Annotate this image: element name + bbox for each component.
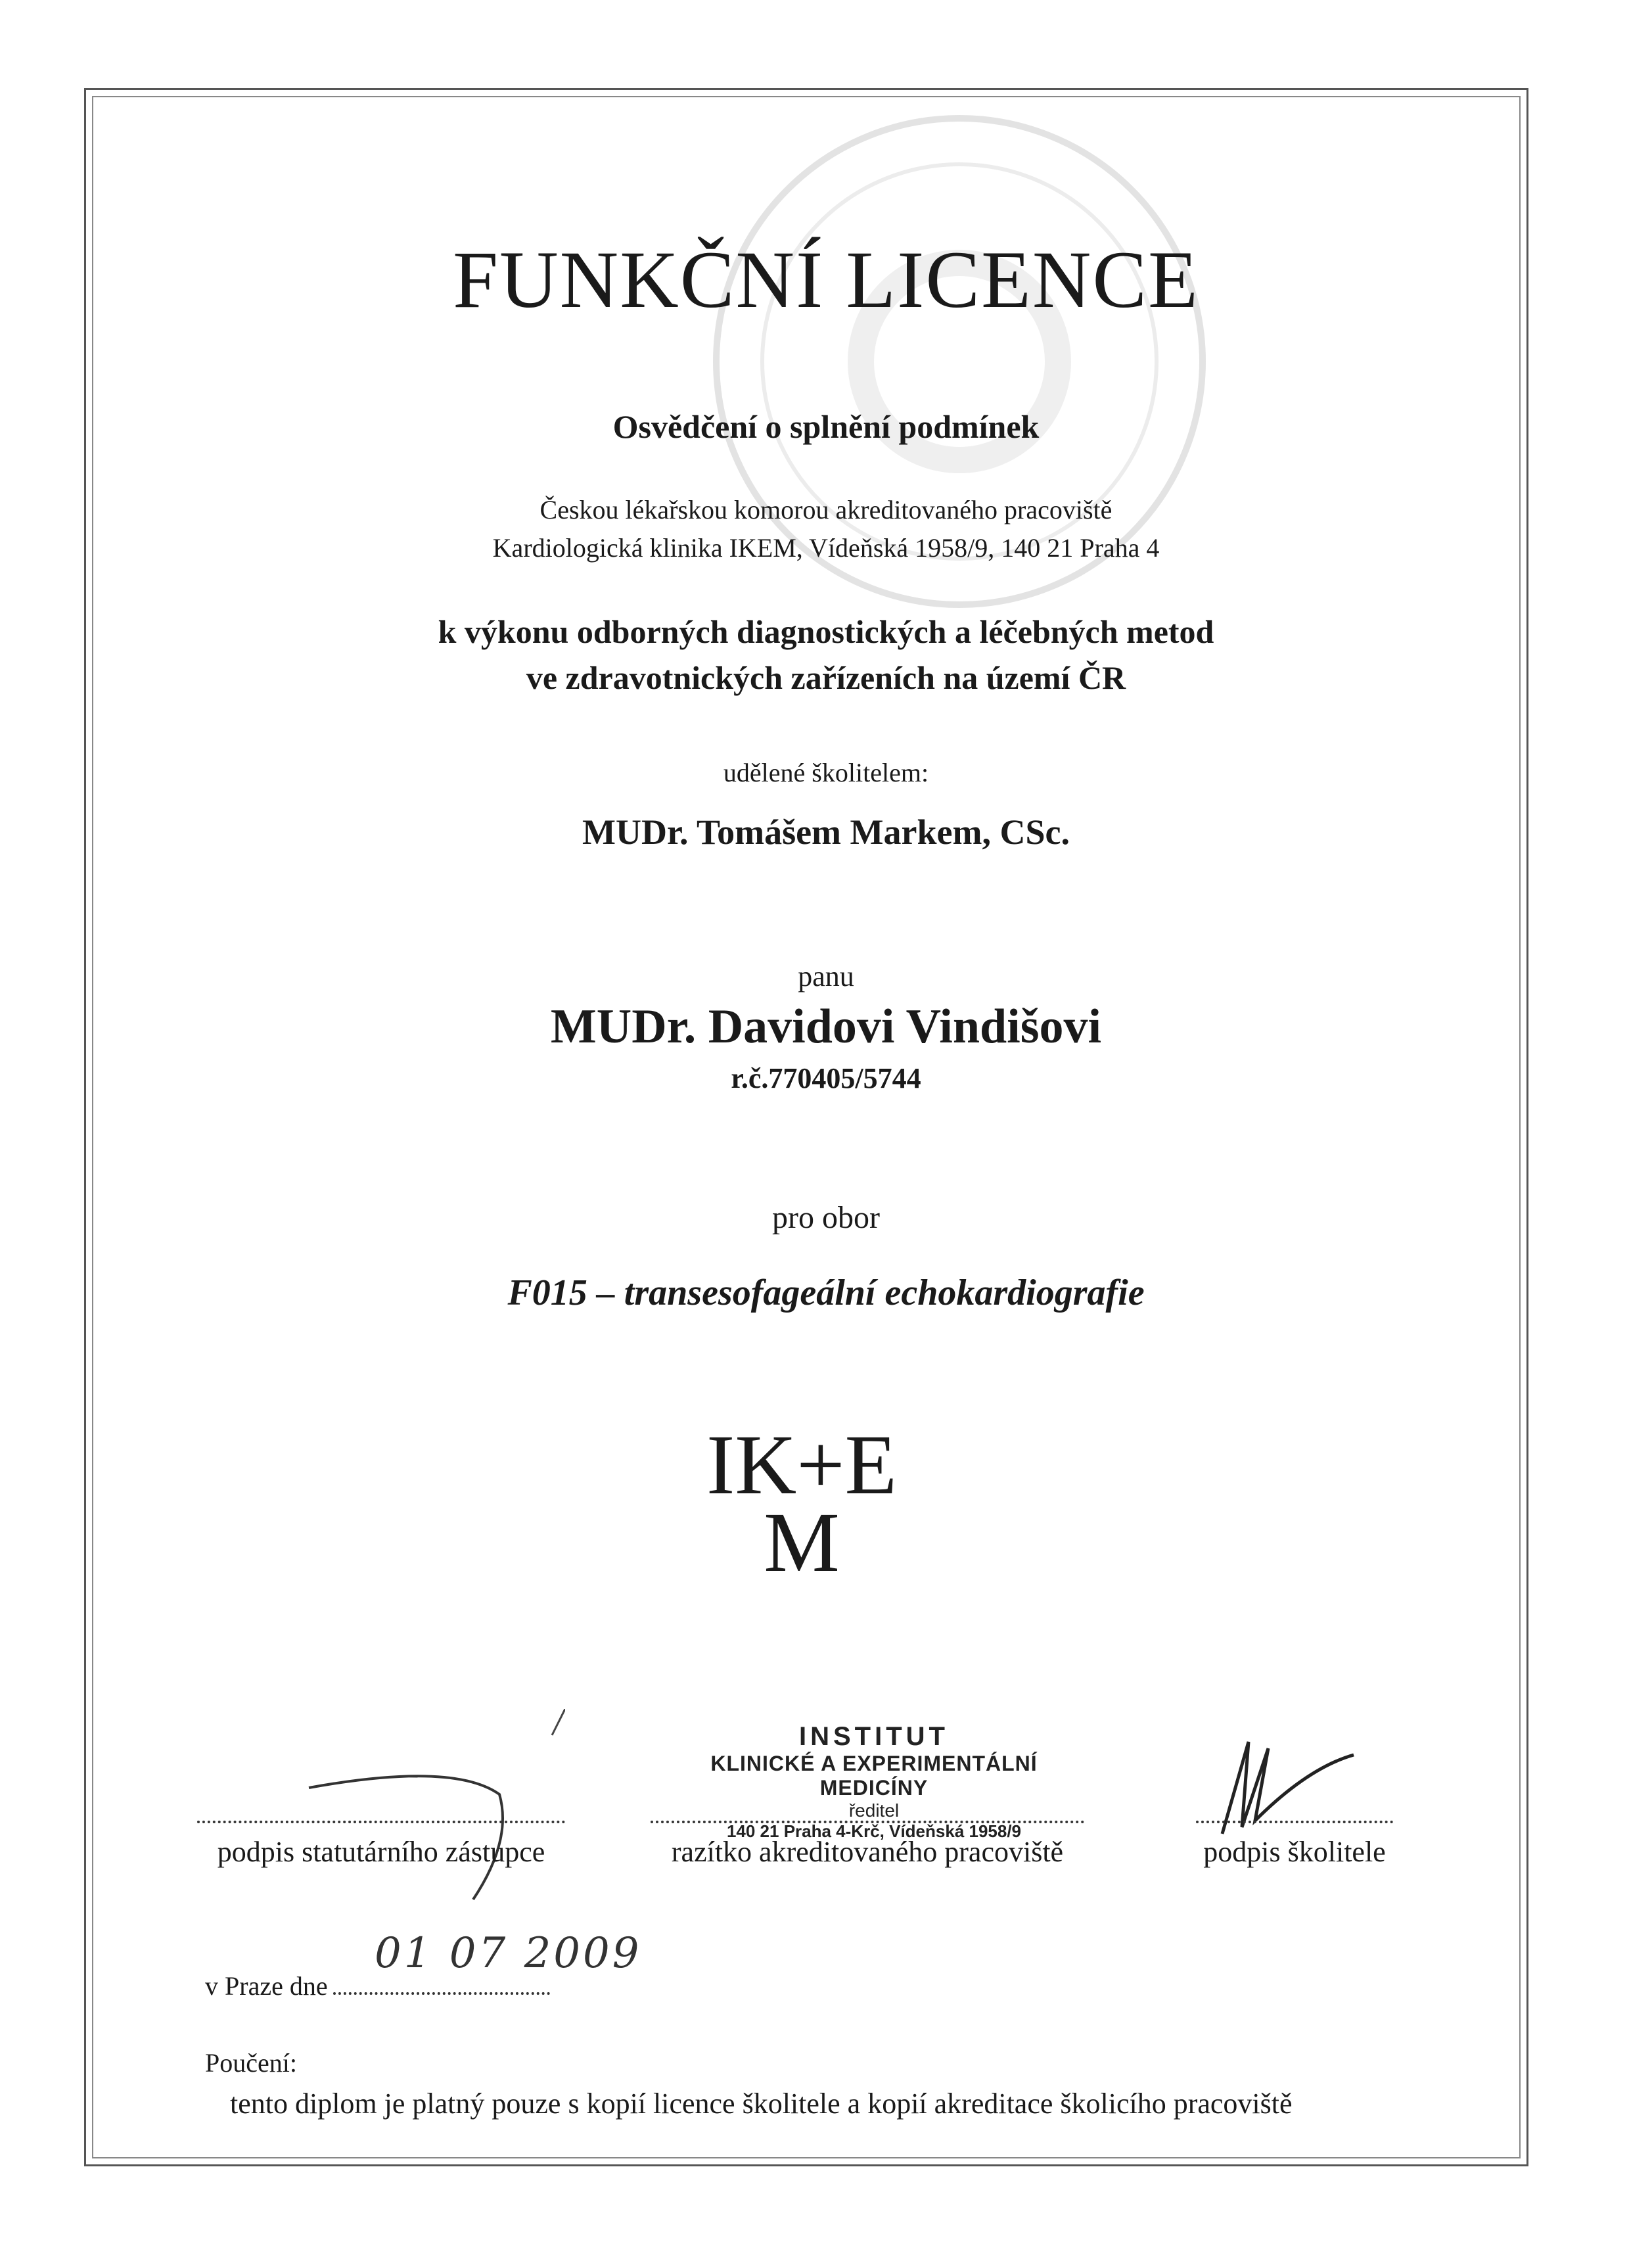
handwritten-date: 01 07 2009	[375, 1929, 642, 1978]
date-dotted-line	[333, 1992, 550, 1995]
stamp-line-4: 140 21 Praha 4-Krč, Vídeňská 1958/9	[726, 1821, 1022, 1841]
recipient-id: r.č.770405/5744	[731, 1062, 921, 1094]
document-title: FUNKČNÍ LICENCE	[453, 235, 1199, 325]
trainer-signature-label: podpis školitele	[1203, 1836, 1386, 1868]
purpose-line-2: ve zdravotnických zařízeních na území ČR	[526, 659, 1126, 696]
ikem-logo-row2: M	[764, 1495, 840, 1590]
ikem-logo-row1: IK+E	[706, 1418, 897, 1512]
statutory-signature	[197, 1821, 565, 1869]
stamp-line-2: KLINICKÉ A EXPERIMENTÁLNÍ MEDICÍNY	[710, 1752, 1038, 1800]
recipient-name: MUDr. Davidovi Vindišovi	[550, 1000, 1102, 1054]
signature-line	[197, 1821, 565, 1823]
granted-by-label: udělené školitelem:	[723, 758, 929, 787]
purpose-line-1: k výkonu odborných diagnostických a léčebných metod	[438, 613, 1214, 650]
accreditation-line-1: Českou lékařskou komorou akreditovaného pracoviště	[539, 495, 1113, 524]
stamp-signature	[651, 1821, 1084, 1869]
document-subtitle: Osvědčení o splnění podmínek	[612, 408, 1040, 445]
stamp-line-3: ředitel	[848, 1800, 900, 1821]
signature-line	[651, 1821, 1084, 1823]
field-label: pro obor	[772, 1200, 880, 1235]
field-value: F015 – transesofageální echokardiografie	[507, 1272, 1145, 1313]
notice-text: tento diplom je platný pouze s kopií licence školitele a kopií akreditace školicího pracoviště	[230, 2087, 1293, 2120]
stamp-line-1: INSTITUT	[799, 1722, 949, 1751]
statutory-signature-label: podpis statutárního zástupce	[217, 1836, 545, 1868]
ikem-logo	[703, 1418, 900, 1597]
signature-line	[1196, 1821, 1393, 1823]
date-label: v Praze dne	[205, 1971, 328, 2001]
stamp-signature-label: razítko akreditovaného pracoviště	[671, 1836, 1064, 1868]
trainer-signature	[1196, 1821, 1393, 1869]
accreditation-line-2: Kardiologická klinika IKEM, Vídeňská 1958/9, 140 21 Praha 4	[492, 533, 1160, 563]
recipient-salutation: panu	[798, 960, 854, 992]
statutory-signature-mark	[289, 1709, 565, 1906]
trainer-name: MUDr. Tomášem Markem, CSc.	[582, 812, 1070, 852]
notice-heading: Poučení:	[205, 2048, 297, 2078]
